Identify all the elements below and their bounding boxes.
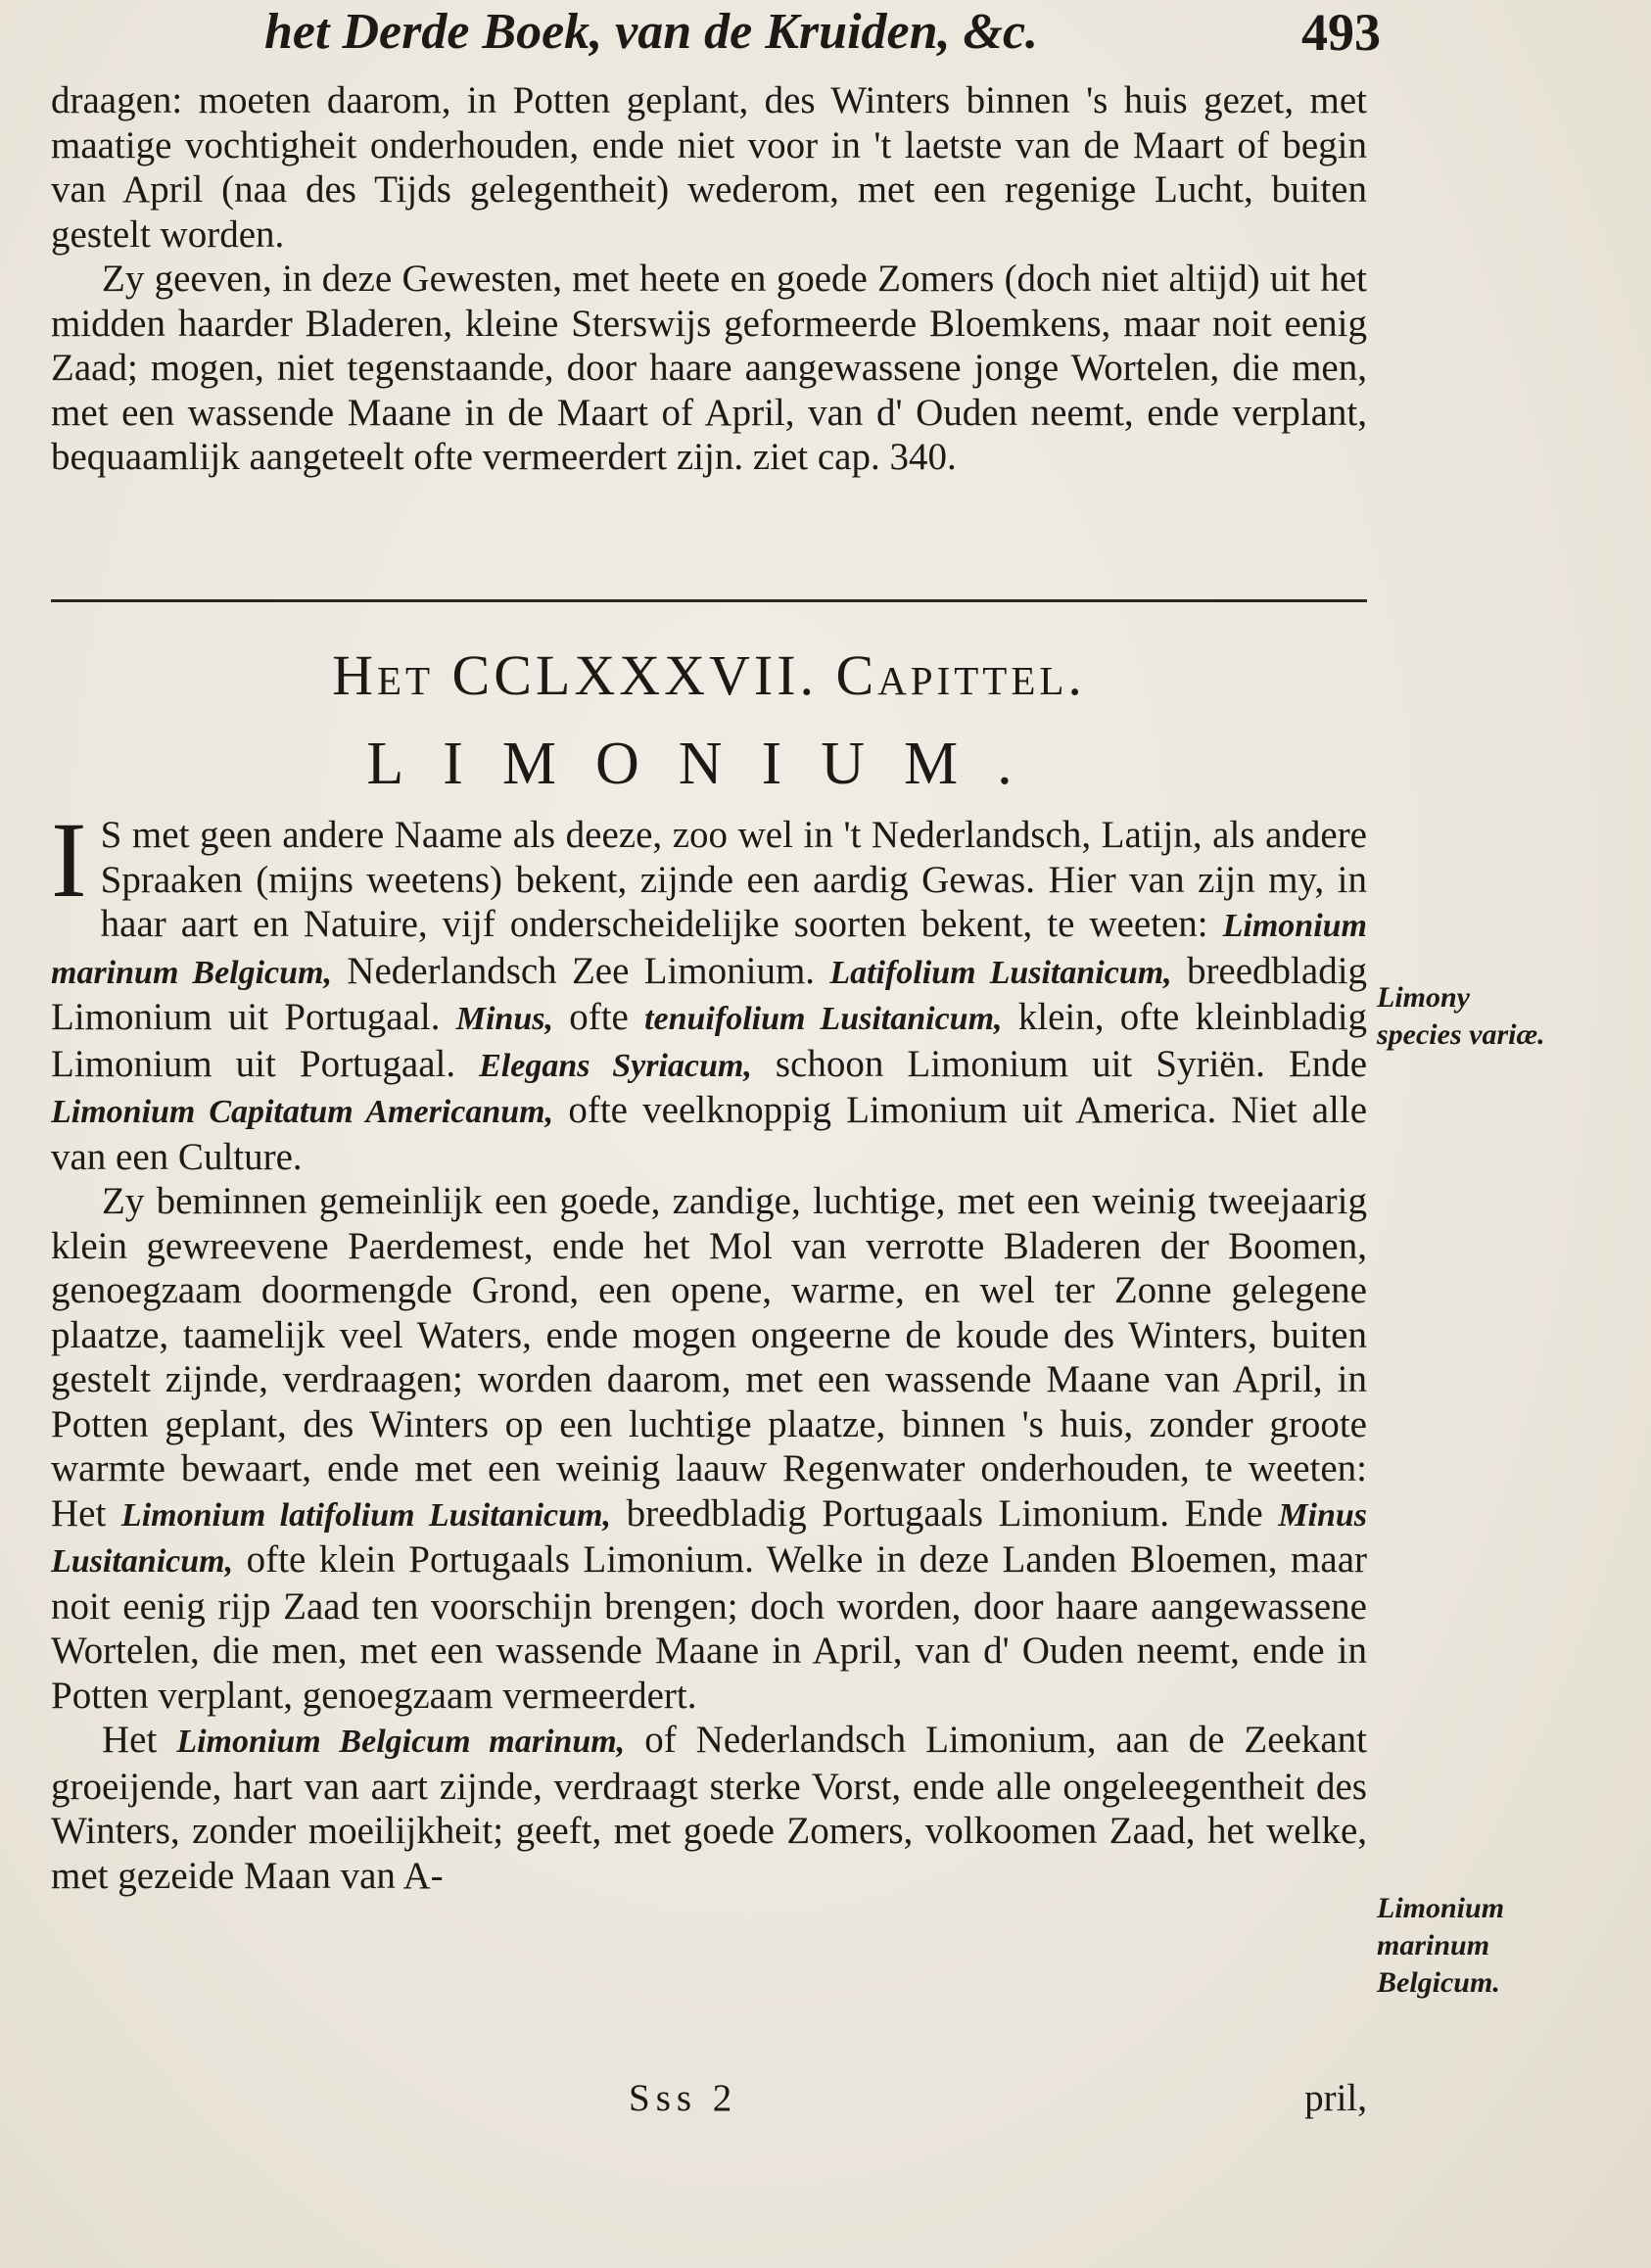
chapter-heading: Het CCLXXXVII. Capittel. (332, 643, 1086, 707)
text-run: klein, ofte kleinbladig Limonium uit Portugaal. (51, 996, 1368, 1085)
continued-text (51, 78, 1367, 480)
paragraph-intro (51, 800, 1368, 1179)
page-number: 493 (1301, 3, 1381, 62)
latin-name: Limonium Belgicum marinum, (176, 1724, 626, 1760)
text-run: ofte (569, 996, 629, 1038)
paragraph-belgicum (51, 1718, 1367, 1898)
latin-name: Latifolium Lusitanicum, (829, 954, 1172, 991)
paragraph: draagen: moeten daarom, in Potten geplant, des Winters binnen 's huis gezet, met maatige vochtigheit onderhouden, ende niet voor in 't laetste van de Maart of begin van April (naa des Tijds gelegentheit) wederom, met een regenige Lucht, buiten gestelt worden. (51, 79, 1367, 256)
latin-name: Limonium Capitatum Americanum, (51, 1094, 554, 1130)
paragraph: Zy geeven, in deze Gewesten, met heete en goede Zomers (doch niet altijd) uit het midden haarder Bladeren, kleine Sterswijs geformeerde Bloemkens, maar noit eenig Zaad; mogen, niet tegenstaande, door haare aangewassene jonge Wortelen, die men, met een wassende Maane in de Maart of April, van d' Ouden neemt, ende verplant, bequaamlijk aangeteelt ofte vermeerdert zijn. ziet cap. 340. (51, 258, 1367, 478)
page-footer (51, 2076, 1367, 2125)
latin-name: tenuifolium Lusitanicum, (644, 1001, 1003, 1037)
margin-note: Limony species variæ. (1377, 981, 1545, 1051)
text-run: of Nederlandsch Limonium, aan de Zeekant groeijende, hart van aart zijnde, verdraagt sterke Vorst, ende alle ongeleegentheit des Winters, zonder moeilijkheit; geeft, met goede Zomers, volkoomen Zaad, het welke, met gezeide Maan van A- (51, 1719, 1368, 1897)
text-run: Nederlandsch Zee Limonium. (347, 949, 816, 992)
paragraph-cultivation (51, 1179, 1367, 1718)
latin-name: Minus, (455, 1001, 553, 1037)
running-head (264, 0, 1381, 73)
chapter-title: LIMONIUM. (366, 731, 1052, 797)
latin-name: Limonium marinum Belgicum, (51, 908, 1367, 991)
signature-mark: Sss 2 (629, 2077, 738, 2119)
text-run: ofte klein Portugaals Limonium. Welke in deze Landen Bloemen, maar noit eenig rijp Zaad ten voorschijn brengen; doch worden, door haare aangewassene Wortelen, die men, met een wassende Maane in April, van d' Ouden neemt, ende in Potten verplant, genoegzaam vermeerdert. (51, 1538, 1367, 1717)
text-run: S met geen andere Naame als deeze, zoo wel in 't Nederlandsch, Latijn, als andere Spraaken (mijns weetens) bekent, zijnde een aardig Gewas. Hier van zijn my, in haar aart en Natuire, vijf onderscheidelijke soorten bekent, te weeten: (100, 814, 1367, 945)
catchword: pril, (1304, 2077, 1367, 2119)
margin-note: Limonium marinum Belgicum. (1377, 1892, 1505, 1999)
text-run: ofte veelknoppig Limonium uit America. Niet alle van een Culture. (51, 1089, 1368, 1178)
text-run: breedbladig Portugaals Limonium. Ende (626, 1491, 1263, 1535)
chapter-body (51, 800, 1368, 1898)
section-divider (51, 599, 1367, 602)
drop-cap: I (51, 800, 87, 920)
text-run: breedbladig Limonium uit Portugaal. (51, 949, 1368, 1038)
text-run: schoon Limonium uit Syriën. Ende (775, 1042, 1368, 1085)
latin-name: Minus Lusitanicum, (51, 1496, 1368, 1580)
latin-name: Limonium latifolium Lusitanicum, (120, 1496, 612, 1534)
latin-name: Elegans Syriacum, (479, 1047, 752, 1084)
text-run: Zy beminnen gemeinlijk een goede, zandige, luchtige, met een weinig tweejaarig klein gewreevene Paerdemest, ende het Mol van verrotte Bladeren der Boomen, genoegzaam doormengde Grond, een opene, warme, en wel ter Zonne gelegene plaatze, taamelijk veel Waters, ende mogen ongeerne de koude des Winters, buiten gestelt zijnde, verdraagen; worden daarom, met een wassende Maane van April, in Potten geplant, des Winters op een luchtige plaatze, binnen 's huis, zonder groote warmte bewaart, ende met een weinig laauw Regenwater onderhouden, te weeten: Het (51, 1180, 1367, 1535)
text-run: Het (102, 1719, 158, 1761)
running-head-title: het Derde Boek, van de Kruiden, &c. (264, 4, 1039, 60)
